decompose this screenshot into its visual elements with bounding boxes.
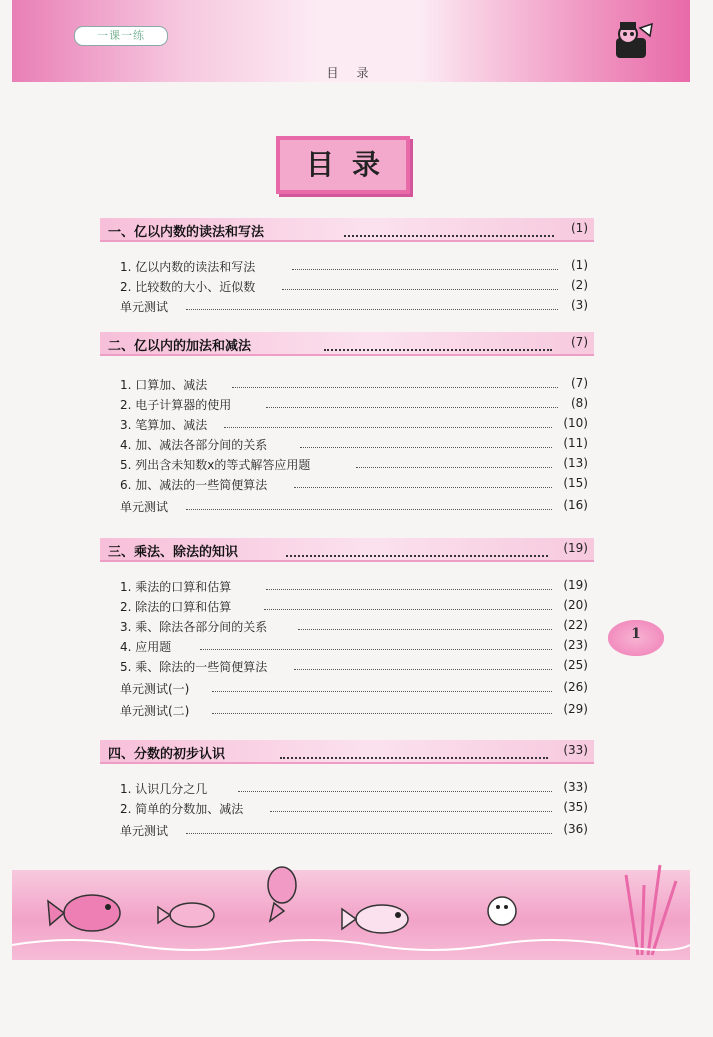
toc-item-page: (8) xyxy=(571,396,588,410)
dot-leader xyxy=(294,478,552,488)
toc-item-page: (29) xyxy=(563,702,588,716)
dot-leader xyxy=(324,335,552,351)
toc-item-page: (26) xyxy=(563,680,588,694)
section-heading[interactable] xyxy=(100,538,594,562)
dot-leader xyxy=(212,704,552,714)
section-title: 一、亿以内数的读法和写法 xyxy=(108,225,265,240)
dot-leader xyxy=(344,221,554,237)
dot-leader xyxy=(298,620,552,630)
toc-item[interactable] xyxy=(120,598,588,614)
section-title: 三、乘法、除法的知识 xyxy=(108,545,239,560)
sea-creatures-decoration-icon xyxy=(12,845,690,960)
dot-leader xyxy=(186,300,558,310)
toc-item-label: 单元测试 xyxy=(120,300,169,314)
page-number-badge xyxy=(608,620,664,656)
toc-item-label: 2. 简单的分数加、减法 xyxy=(120,802,244,816)
toc-item[interactable] xyxy=(120,416,588,432)
toc-item-label: 2. 比较数的大小、近似数 xyxy=(120,280,256,294)
toc-item-page: (33) xyxy=(563,780,588,794)
toc-item-page: (35) xyxy=(563,800,588,814)
toc-item-label: 4. 应用题 xyxy=(120,640,172,654)
section-title: 二、亿以内的加法和减法 xyxy=(108,339,252,354)
toc-item-page: (25) xyxy=(563,658,588,672)
toc-item-label: 6. 加、减法的一些简便算法 xyxy=(120,478,268,492)
toc-item-page: (15) xyxy=(563,476,588,490)
section-heading[interactable] xyxy=(100,332,594,356)
toc-item-page: (36) xyxy=(563,822,588,836)
toc-item[interactable] xyxy=(120,658,588,674)
toc-item-page: (23) xyxy=(563,638,588,652)
toc-item-label: 1. 亿以内数的读法和写法 xyxy=(120,260,256,274)
dot-leader xyxy=(264,600,552,610)
toc-item-label: 单元测试(一) xyxy=(120,682,190,696)
toc-item-page: (11) xyxy=(563,436,588,450)
toc-item-page: (13) xyxy=(563,456,588,470)
dot-leader xyxy=(232,378,558,388)
toc-item-page: (16) xyxy=(563,498,588,512)
toc-item-label: 单元测试 xyxy=(120,824,169,838)
section-page: (1) xyxy=(571,221,588,235)
toc-item-label: 5. 乘、除法的一些简便算法 xyxy=(120,660,268,674)
dot-leader xyxy=(294,660,552,670)
running-title: 目录 xyxy=(326,66,387,80)
dot-leader xyxy=(200,640,552,650)
toc-item[interactable] xyxy=(120,702,588,718)
cartoon-mascot-icon xyxy=(610,20,656,66)
toc-item-page: (3) xyxy=(571,298,588,312)
dot-leader xyxy=(270,802,552,812)
page-title: 目录 xyxy=(305,148,398,181)
toc-item-label: 1. 认识几分之几 xyxy=(120,782,208,796)
dot-leader xyxy=(186,824,552,834)
dot-leader xyxy=(266,398,558,408)
dot-leader xyxy=(292,260,558,270)
dot-leader xyxy=(266,580,552,590)
toc-item[interactable] xyxy=(120,638,588,654)
toc-item-label: 5. 列出含未知数x的等式解答应用题 xyxy=(120,458,311,472)
toc-item-label: 2. 电子计算器的使用 xyxy=(120,398,232,412)
toc-item-page: (22) xyxy=(563,618,588,632)
toc-item[interactable] xyxy=(120,780,588,796)
dot-leader xyxy=(186,500,552,510)
toc-item[interactable] xyxy=(120,618,588,634)
toc-item-page: (10) xyxy=(563,416,588,430)
toc-item[interactable] xyxy=(120,278,588,294)
dot-leader xyxy=(286,541,548,557)
toc-item[interactable] xyxy=(120,800,588,816)
section-heading[interactable] xyxy=(100,218,594,242)
toc-item[interactable] xyxy=(120,578,588,594)
toc-item-label: 4. 加、减法各部分间的关系 xyxy=(120,438,268,452)
toc-item[interactable] xyxy=(120,396,588,412)
dot-leader xyxy=(356,458,552,468)
toc-item-page: (20) xyxy=(563,598,588,612)
toc-item[interactable] xyxy=(120,298,588,314)
section-heading[interactable] xyxy=(100,740,594,764)
toc-item[interactable] xyxy=(120,822,588,838)
toc-item-label: 1. 乘法的口算和估算 xyxy=(120,580,232,594)
toc-item-label: 2. 除法的口算和估算 xyxy=(120,600,232,614)
toc-item-label: 3. 笔算加、减法 xyxy=(120,418,208,432)
section-title: 四、分数的初步认识 xyxy=(108,747,226,762)
toc-item[interactable] xyxy=(120,258,588,274)
toc-item[interactable] xyxy=(120,680,588,696)
toc-item-page: (2) xyxy=(571,278,588,292)
section-page: (19) xyxy=(563,541,588,555)
toc-item-label: 单元测试 xyxy=(120,500,169,514)
toc-item[interactable] xyxy=(120,436,588,452)
toc-item[interactable] xyxy=(120,476,588,492)
toc-item[interactable] xyxy=(120,456,588,472)
toc-item-page: (19) xyxy=(563,578,588,592)
series-badge: 一课一练 xyxy=(74,26,168,46)
dot-leader xyxy=(224,418,552,428)
dot-leader xyxy=(300,438,552,448)
toc-item[interactable] xyxy=(120,376,588,392)
toc-item-label: 1. 口算加、减法 xyxy=(120,378,208,392)
section-page: (7) xyxy=(571,335,588,349)
toc-item-page: (1) xyxy=(571,258,588,272)
dot-leader xyxy=(280,743,548,759)
toc-item-page: (7) xyxy=(571,376,588,390)
page-number: 1 xyxy=(631,626,641,642)
toc-item-label: 3. 乘、除法各部分间的关系 xyxy=(120,620,268,634)
dot-leader xyxy=(238,782,552,792)
toc-item[interactable] xyxy=(120,498,588,514)
toc-item-label: 单元测试(二) xyxy=(120,704,190,718)
section-page: (33) xyxy=(563,743,588,757)
dot-leader xyxy=(212,682,552,692)
dot-leader xyxy=(282,280,558,290)
